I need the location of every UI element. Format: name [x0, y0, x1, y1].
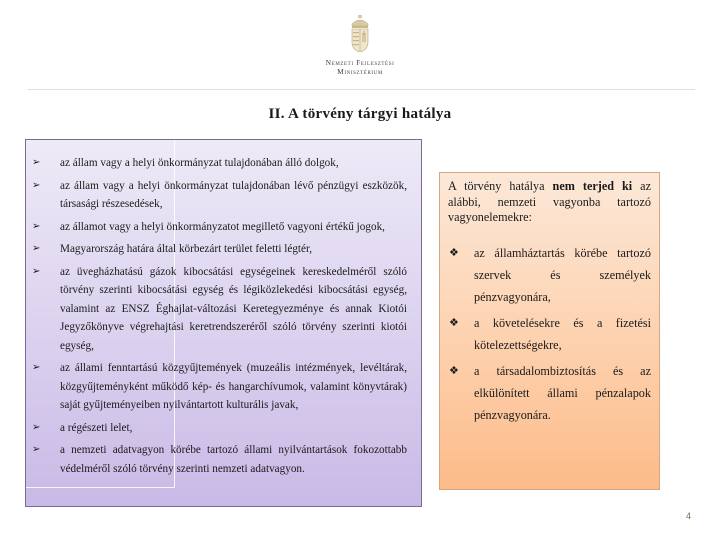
arrow-bullet-icon: ➢ [32, 362, 41, 373]
coat-of-arms-icon [349, 14, 371, 54]
diamond-bullet-icon: ❖ [449, 316, 459, 329]
list-item: ➢ az üvegházhatású gázok kibocsátási egységeinek kereskedelméről szóló törvény szerinti kibocsátási egység és légiközlekedési kibocsátási egység, valamint az ENSZ Éghajlat-változási Keretegyezménye és annak Kiotói Jegyzőkönyve végrehajtási keretrendszeréről szóló törvény szerinti kiotói egység, [26, 263, 421, 356]
excluded-assets-list [448, 242, 651, 426]
included-assets-box [25, 139, 422, 507]
diamond-bullet-icon: ❖ [449, 364, 459, 377]
arrow-bullet-icon: ➢ [32, 444, 41, 455]
emphasis-text: nem terjed ki [552, 179, 633, 193]
excluded-assets-box [439, 172, 660, 490]
arrow-bullet-icon: ➢ [32, 179, 41, 191]
list-item: ➢ a régészeti lelet, [26, 419, 421, 438]
logo-text-line1: Nemzeti Fejlesztési [325, 58, 395, 67]
page-number: 4 [686, 511, 692, 521]
arrow-bullet-icon: ➢ [32, 220, 41, 232]
included-assets-list [26, 154, 421, 482]
ministry-logo [300, 14, 420, 76]
list-item: ➢ az állam vagy a helyi önkormányzat tulajdonában álló dolgok, [26, 154, 421, 173]
header-divider [28, 89, 695, 90]
list-item: ❖ a követelésekre és a fizetési kötelezettségekre, [448, 312, 651, 356]
excluded-assets-intro: A törvény hatálya nem terjed ki az alábbi, nemzeti vagyonba tartozó vagyonelemekre: [448, 179, 651, 224]
diamond-bullet-icon: ❖ [449, 246, 459, 259]
arrow-bullet-icon: ➢ [32, 243, 41, 254]
list-item: ➢ az állami fenntartású közgyűjtemények (muzeális intézmények, levéltárak, közgyűjteményként működő kép- és hangarchívumok, valamint könyvtárak) saját gyűjteményeiben nyilvántartott kulturális javak, [26, 359, 421, 415]
list-item: ❖ az államháztartás körébe tartozó szervek és személyek pénzvagyonára, [448, 242, 651, 308]
list-item: ➢ az állam vagy a helyi önkormányzat tulajdonában lévő pénzügyi eszközök, társasági részesedések, [26, 177, 421, 214]
list-item: ❖ a társadalombiztosítás és az elkülönített állami pénzalapok pénzvagyonára. [448, 360, 651, 426]
page-title: II. A törvény tárgyi hatálya [268, 106, 452, 122]
list-item: ➢ Magyarország határa által körbezárt terület feletti légtér, [26, 240, 421, 259]
logo-text-line2: Minisztérium [337, 67, 383, 76]
arrow-bullet-icon: ➢ [32, 421, 41, 433]
list-item: ➢ az államot vagy a helyi önkormányzatot megillető vagyoni értékű jogok, [26, 218, 421, 237]
arrow-bullet-icon: ➢ [32, 265, 41, 277]
arrow-bullet-icon: ➢ [32, 157, 41, 168]
list-item: ➢ a nemzeti adatvagyon körébe tartozó állami nyilvántartások fokozottabb védelméről szóló törvény szerinti nemzeti adatvagyon. [26, 441, 421, 478]
